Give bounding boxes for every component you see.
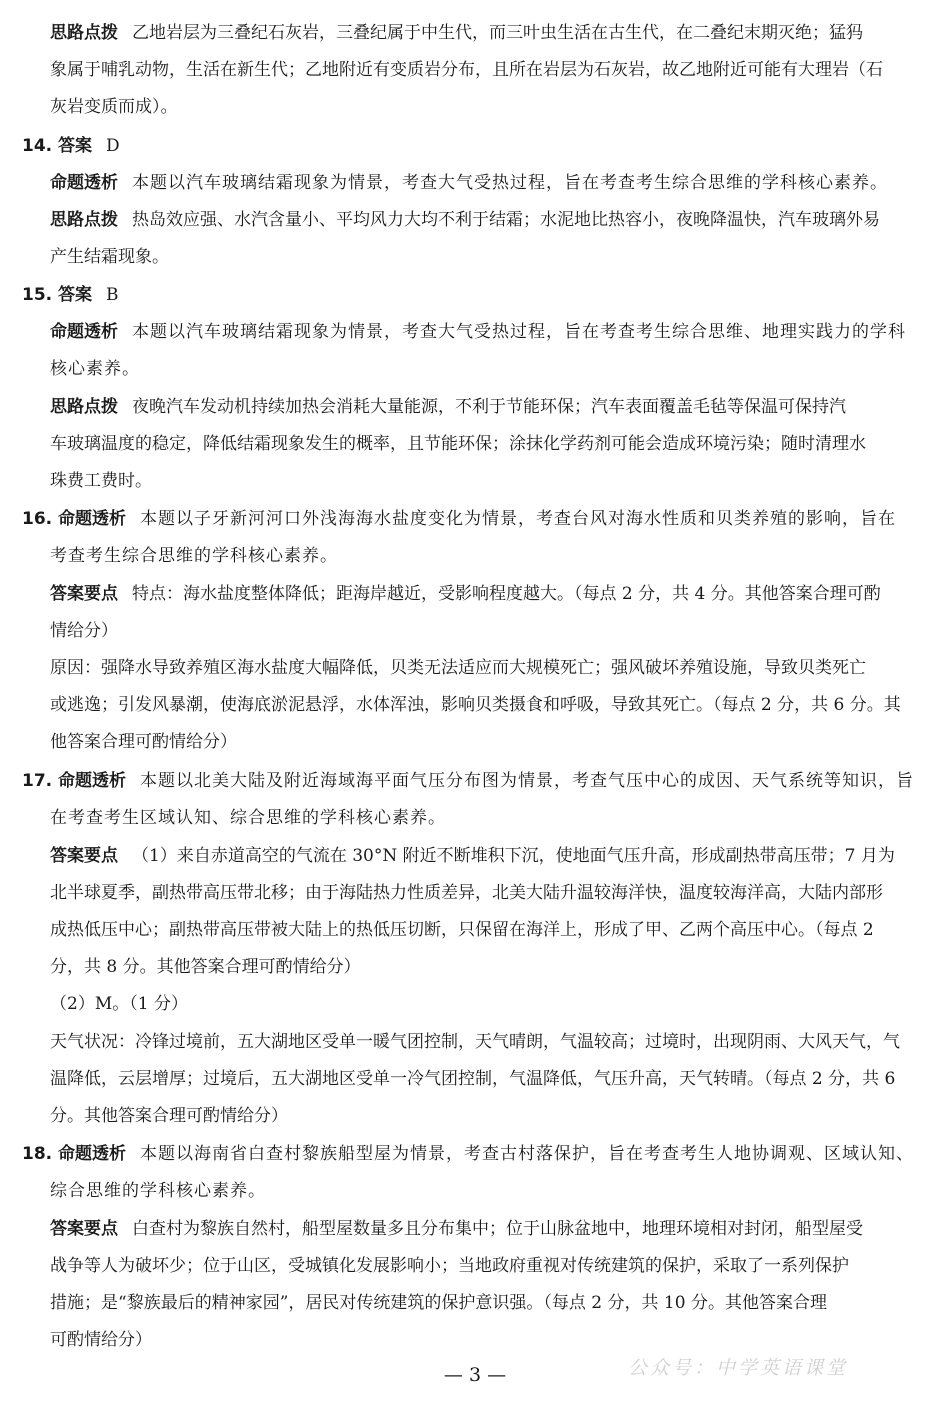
watermark: 公众号：中学英语课堂 xyxy=(628,1357,849,1379)
text-line xyxy=(22,769,914,793)
text-line xyxy=(50,1328,152,1352)
line-text: 考查考生综合思维的学科核心素养。 xyxy=(50,546,338,566)
text-line xyxy=(50,1291,827,1315)
section-label: 16. 命题透析 xyxy=(22,509,127,529)
text-line xyxy=(50,395,846,419)
text-line xyxy=(50,432,866,456)
line-text: 天气状况：冷锋过境前，五大湖地区受单一暖气团控制，天气晴朗，气温较高；过境时，出现阴雨、大风天气，气 xyxy=(50,1032,900,1052)
line-text: 珠费工费时。 xyxy=(50,471,152,491)
section-label: 15. 答案 xyxy=(22,285,93,305)
line-text: （1）来自赤道高空的气流在 30°N 附近不断堆积下沉，使地面气压升高，形成副热带高压带；7 月为 xyxy=(132,846,895,866)
text-line xyxy=(50,619,118,643)
line-text: 夜晚汽车发动机持续加热会消耗大量能源，不利于节能环保；汽车表面覆盖毛毡等保温可保持汽 xyxy=(132,397,846,417)
line-text: 本题以汽车玻璃结霜现象为情景，考查大气受热过程，旨在考查考生综合思维、地理实践力的学科 xyxy=(132,322,906,342)
section-label: 18. 命题透析 xyxy=(22,1144,127,1164)
line-text: 在考查考生区域认知、综合思维的学科核心素养。 xyxy=(50,808,446,828)
text-line xyxy=(50,955,361,979)
section-label: 思路点拨 xyxy=(50,210,118,230)
text-line xyxy=(50,357,140,381)
line-text: 本题以子牙新河河口外浅海海水盐度变化为情景，考查台风对海水性质和贝类养殖的影响，旨在 xyxy=(140,509,897,529)
text-line xyxy=(50,171,888,195)
line-text: 战争等人为破坏少；位于山区，受城镇化发展影响小；当地政府重视对传统建筑的保护，采取了一系列保护 xyxy=(50,1256,849,1276)
text-line xyxy=(22,1142,914,1166)
line-text: 车玻璃温度的稳定，降低结霜现象发生的概率，且节能环保；涂抹化学药剂可能会造成环境污染；随时清理水 xyxy=(50,434,866,454)
text-line xyxy=(50,1104,288,1128)
text-line xyxy=(50,992,188,1016)
page-number: — 3 — xyxy=(443,1364,507,1386)
text-line xyxy=(50,844,895,868)
text-line xyxy=(50,320,906,344)
section-label: 答案要点 xyxy=(50,846,118,866)
section-label: 命题透析 xyxy=(50,322,118,342)
text-line xyxy=(50,918,874,942)
text-line xyxy=(50,245,169,269)
text-line xyxy=(50,656,866,680)
section-label: 17. 命题透析 xyxy=(22,771,127,791)
line-text: 情给分） xyxy=(50,621,118,641)
line-text: 本题以北美大陆及附近海域海平面气压分布图为情景，考查气压中心的成因、天气系统等知识，旨 xyxy=(140,771,915,791)
text-line xyxy=(50,806,446,830)
line-text: 白查村为黎族自然村，船型屋数量多且分布集中；位于山脉盆地中，地理环境相对封闭，船型屋受 xyxy=(132,1219,863,1239)
line-text: 可酌情给分） xyxy=(50,1330,152,1350)
line-text: 本题以汽车玻璃结霜现象为情景，考查大气受热过程，旨在考查考生综合思维的学科核心素养。 xyxy=(132,173,888,193)
line-text: 产生结霜现象。 xyxy=(50,247,169,267)
line-text: 分。其他答案合理可酌情给分） xyxy=(50,1106,288,1126)
line-text: 或逃逸；引发风暴潮，使海底淤泥悬浮，水体浑浊，影响贝类摄食和呼吸，导致其死亡。（每点 2 分，共 6 分。其 xyxy=(50,695,901,715)
line-text: 特点：海水盐度整体降低；距海岸越近，受影响程度越大。（每点 2 分，共 4 分。其他答案合理可酌 xyxy=(132,584,881,604)
text-line xyxy=(50,881,883,905)
section-label: 答案要点 xyxy=(50,1219,118,1239)
text-line xyxy=(50,1254,849,1278)
line-text: 热岛效应强、水汽含量小、平均风力大均不利于结霜；水泥地比热容小，夜晚降温快，汽车玻璃外易 xyxy=(132,210,880,230)
line-text: 分，共 8 分。其他答案合理可酌情给分） xyxy=(50,957,361,977)
section-label: 思路点拨 xyxy=(50,23,118,43)
section-label: 思路点拨 xyxy=(50,397,118,417)
line-text: 核心素养。 xyxy=(50,359,140,379)
text-line xyxy=(50,582,881,606)
line-text: 他答案合理可酌情给分） xyxy=(50,732,237,752)
text-line xyxy=(50,544,338,568)
text-line xyxy=(50,1217,863,1241)
text-line xyxy=(50,1067,895,1091)
text-line xyxy=(50,693,901,717)
line-text: 成热低压中心；副热带高压带被大陆上的热低压切断，只保留在海洋上，形成了甲、乙两个高压中心。（每点 2 xyxy=(50,920,874,940)
line-text: 本题以海南省白查村黎族船型屋为情景，考查古村落保护，旨在考查考生人地协调观、区域认知、 xyxy=(140,1144,915,1164)
text-line xyxy=(50,1179,266,1203)
line-text: 象属于哺乳动物，生活在新生代；乙地附近有变质岩分布，且所在岩层为石灰岩，故乙地附近可能有大理岩（石 xyxy=(50,60,883,80)
line-text: 灰岩变质而成）。 xyxy=(50,97,178,117)
line-text: 综合思维的学科核心素养。 xyxy=(50,1181,266,1201)
section-label: 答案要点 xyxy=(50,584,118,604)
line-text: （2）M。（1 分） xyxy=(50,994,188,1014)
text-line xyxy=(50,208,880,232)
line-text: 温降低，云层增厚；过境后，五大湖地区受单一冷气团控制，气温降低，气压升高，天气转晴。（每点 2 分，共 6 xyxy=(50,1069,896,1089)
line-text: 乙地岩层为三叠纪石灰岩，三叠纪属于中生代，而三叶虫生活在古生代，在二叠纪末期灭绝；猛犸 xyxy=(132,23,863,43)
text-line xyxy=(50,95,178,119)
text-line xyxy=(22,283,119,307)
line-text: 原因：强降水导致养殖区海水盐度大幅降低，贝类无法适应而大规模死亡；强风破坏养殖设施，导致贝类死亡 xyxy=(50,658,866,678)
section-label: 命题透析 xyxy=(50,173,118,193)
text-line xyxy=(50,21,863,45)
text-line xyxy=(50,58,883,82)
text-line xyxy=(22,134,120,158)
text-line xyxy=(50,469,152,493)
line-text: B xyxy=(106,285,119,305)
text-line xyxy=(50,730,237,754)
text-line xyxy=(22,507,896,531)
text-line xyxy=(50,1030,900,1054)
line-text: D xyxy=(106,136,120,156)
section-label: 14. 答案 xyxy=(22,136,93,156)
line-text: 措施；是“黎族最后的精神家园”，居民对传统建筑的保护意识强。（每点 2 分，共 10 分。其他答案合理 xyxy=(50,1293,827,1313)
line-text: 北半球夏季，副热带高压带北移；由于海陆热力性质差异，北美大陆升温较海洋快，温度较海洋高，大陆内部形 xyxy=(50,883,883,903)
